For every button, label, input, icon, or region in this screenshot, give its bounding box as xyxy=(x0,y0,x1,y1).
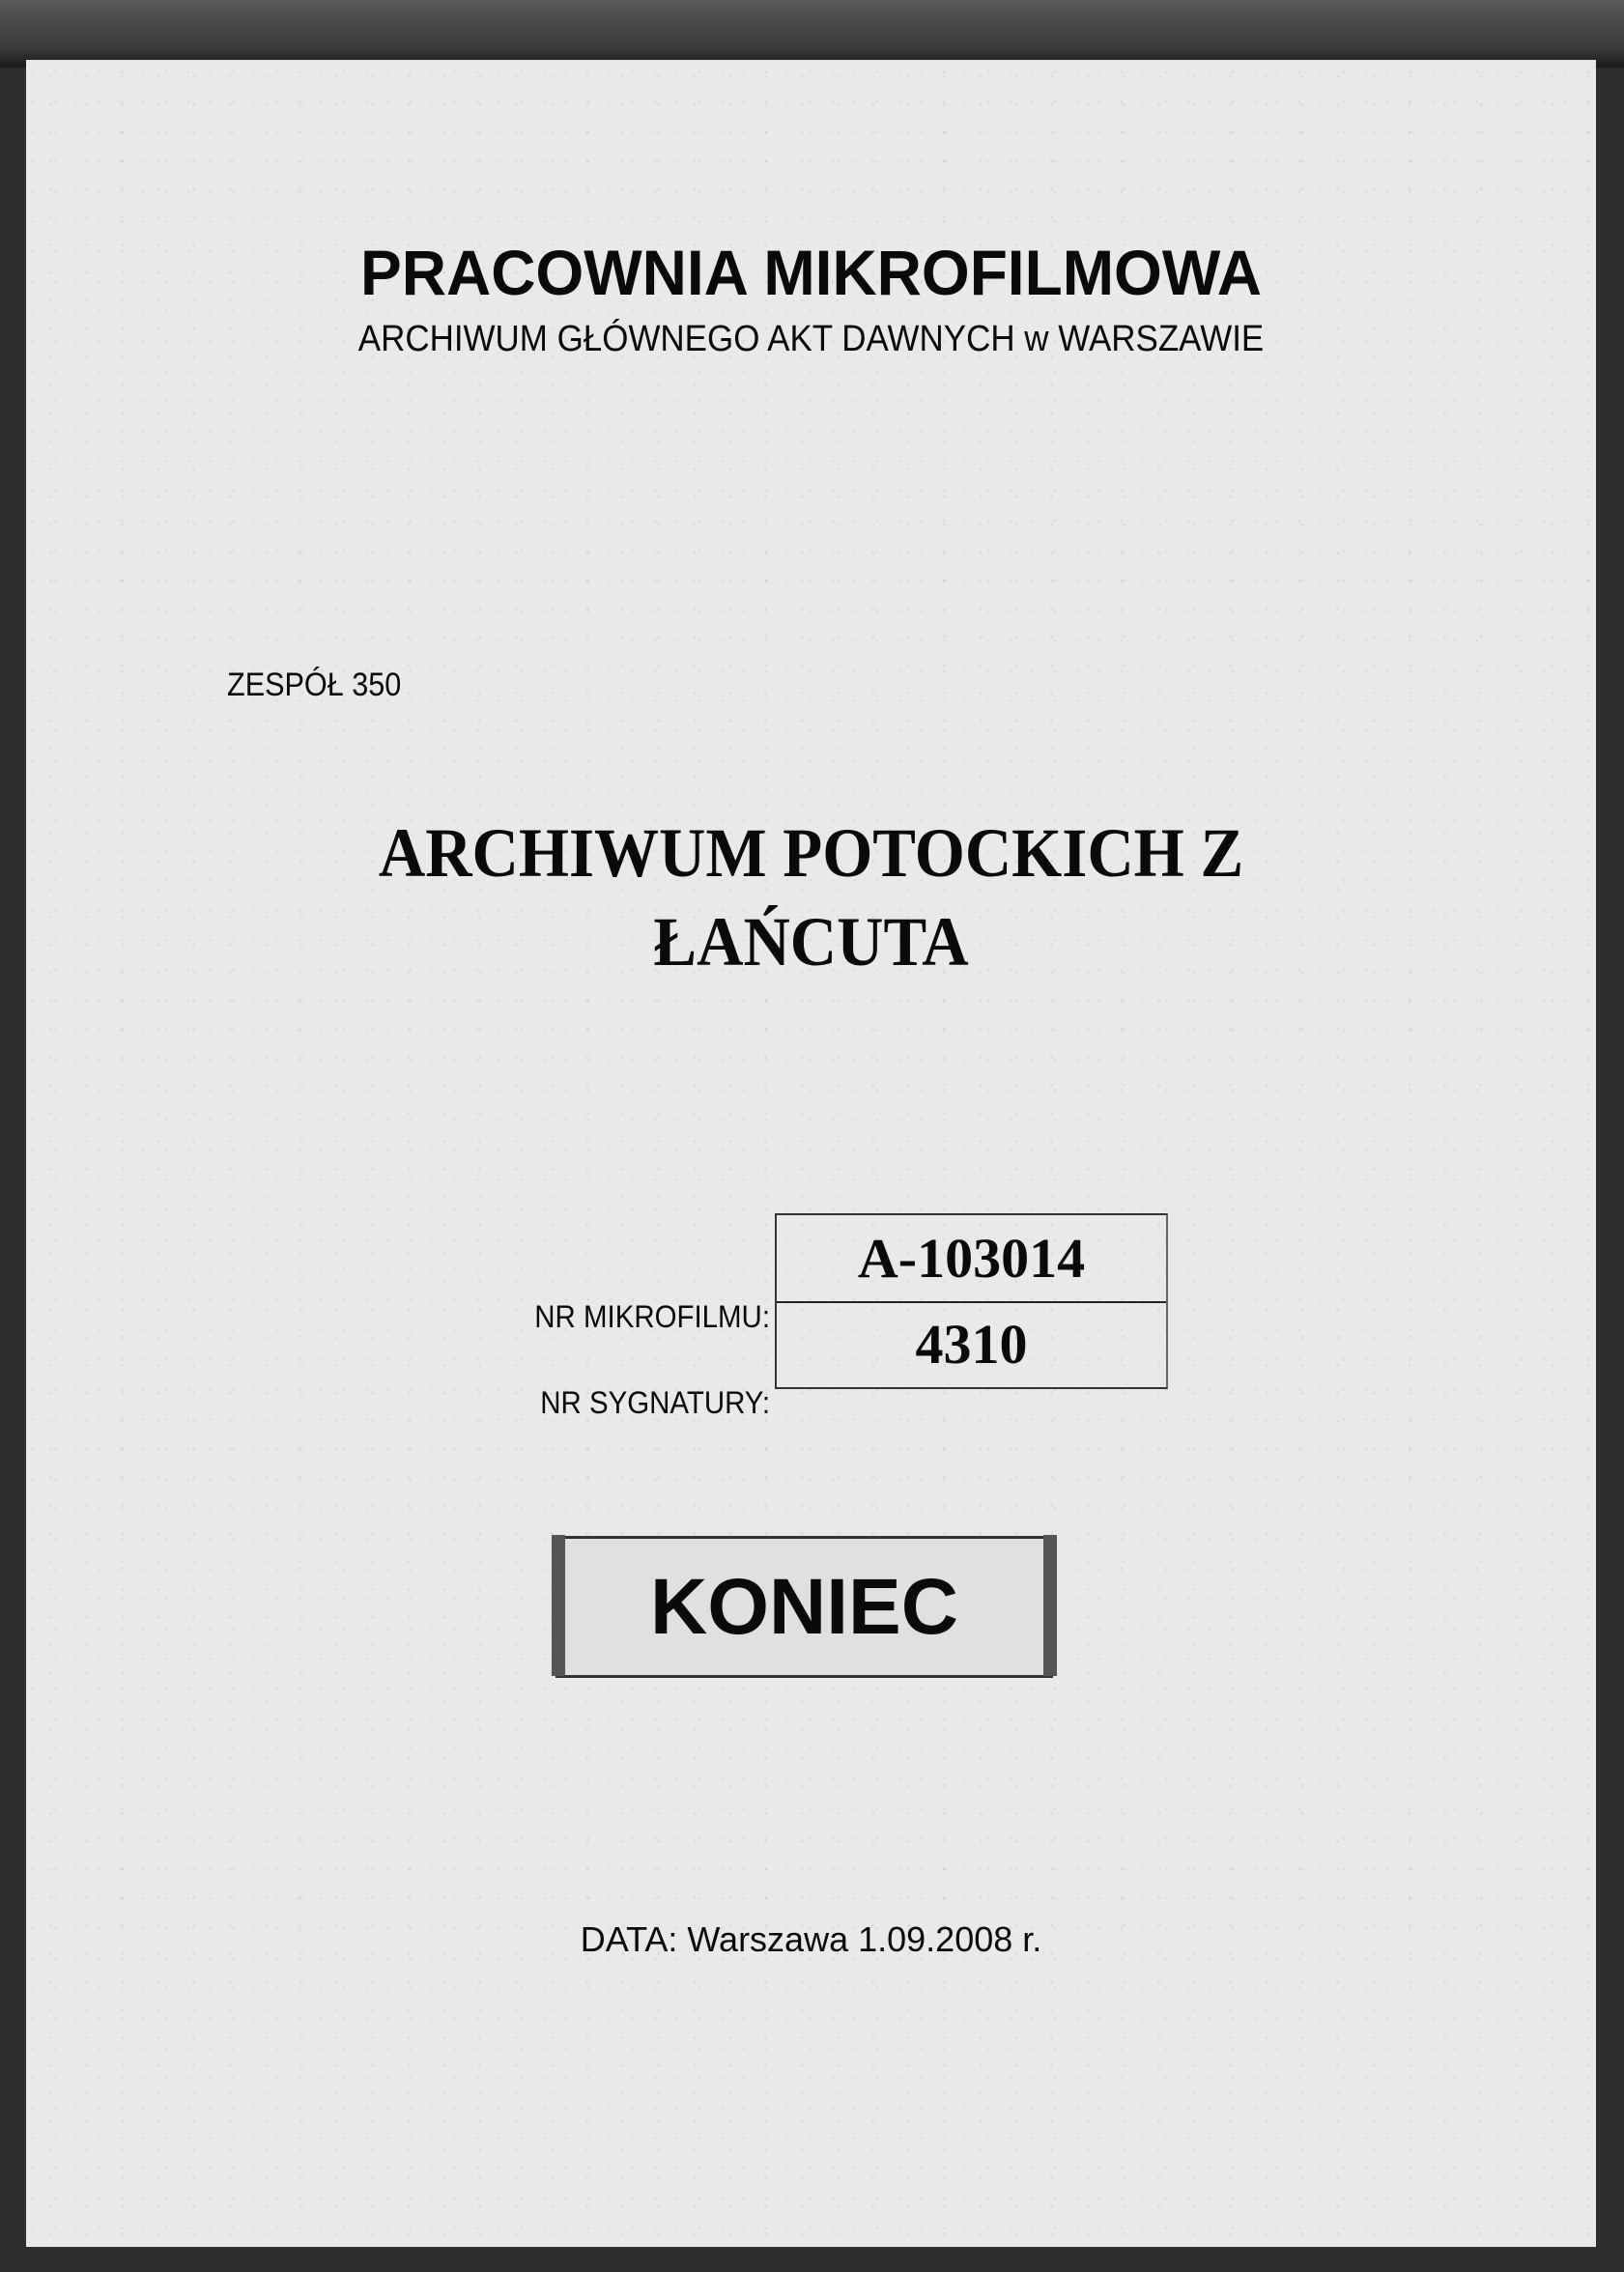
collection-title-line2: ŁAŃCUTA xyxy=(653,903,969,980)
signature-number-value: 4310 xyxy=(915,1313,1028,1376)
microfilm-number-label: NR MIKROFILMU: xyxy=(534,1299,770,1334)
scan-top-border xyxy=(0,0,1624,68)
end-stamp xyxy=(556,1536,1053,1678)
collection-title-line1: ARCHIWUM POTOCKICH Z xyxy=(378,814,1244,892)
collection-title xyxy=(81,809,1541,986)
header-title: PRACOWNIA MIKROFILMOWA xyxy=(360,237,1262,308)
microfilm-number-value: A-103014 xyxy=(777,1215,1166,1303)
collection-number: ZESPÓŁ 350 xyxy=(227,667,402,703)
signature-number-label: NR SYGNATURY: xyxy=(540,1385,770,1420)
date-line: DATA: Warszawa 1.09.2008 r. xyxy=(580,1919,1042,1959)
header-subtitle: ARCHIWUM GŁÓWNEGO AKT DAWNYCH w WARSZAWIE xyxy=(357,319,1265,359)
end-stamp-label: KONIEC xyxy=(650,1562,958,1651)
identifiers-box xyxy=(775,1213,1168,1389)
document-page xyxy=(26,60,1596,2247)
